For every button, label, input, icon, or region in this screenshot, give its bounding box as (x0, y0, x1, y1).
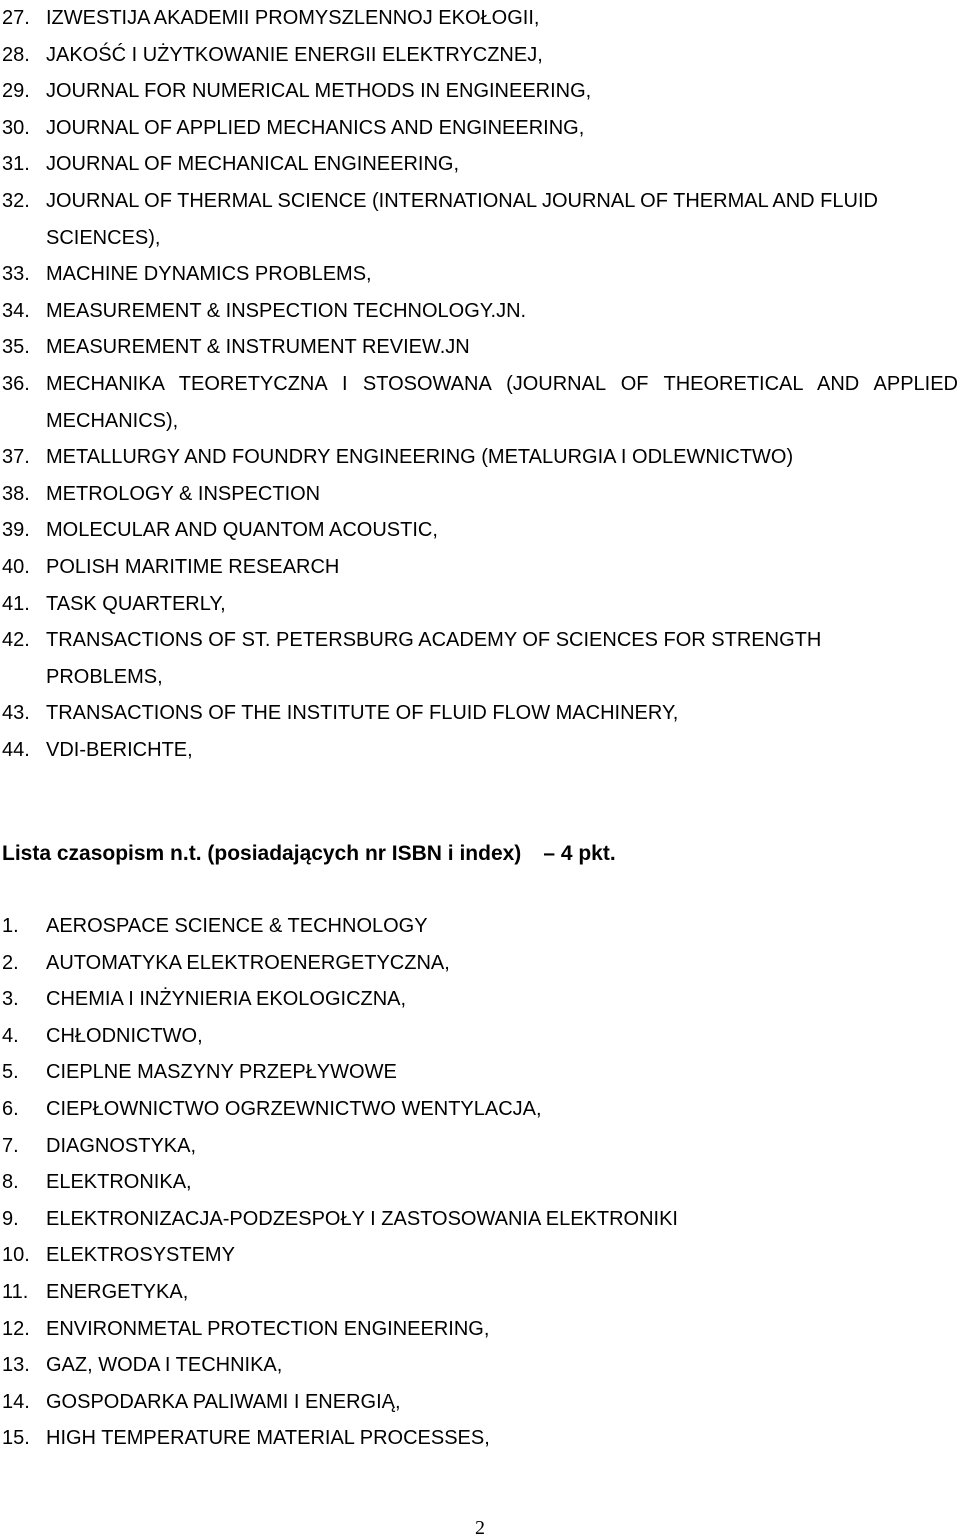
list-item (2, 1237, 958, 1274)
journal-list-continued (2, 0, 958, 768)
item-number: 42. (2, 629, 30, 652)
item-text: ENVIRONMETAL PROTECTION ENGINEERING, (46, 1317, 490, 1340)
item-text: CHEMIA I INŻYNIERIA EKOLOGICZNA, (46, 988, 407, 1011)
list-item (2, 1128, 958, 1165)
list-item (2, 586, 958, 623)
item-number: 32. (2, 189, 30, 212)
section-title: Lista czasopism n.t. (posiadających nr ISBN i index) (2, 842, 522, 865)
item-text: MACHINE DYNAMICS PROBLEMS, (46, 263, 372, 286)
item-text: AEROSPACE SCIENCE & TECHNOLOGY (46, 915, 428, 937)
item-text: IZWESTIJA AKADEMII PROMYSZLENNOJ EKOŁOGII, (46, 7, 540, 29)
list-item (2, 256, 958, 293)
item-number: 28. (2, 43, 30, 66)
list-item (2, 1091, 958, 1128)
item-text: GAZ, WODA I TECHNIKA, (46, 1354, 283, 1377)
list-item (2, 1018, 958, 1055)
item-number: 36. (2, 372, 30, 395)
list-item (2, 1054, 958, 1091)
section-heading (2, 836, 616, 872)
list-item (2, 37, 958, 74)
list-item (2, 512, 958, 549)
item-number: 31. (2, 153, 30, 176)
item-text: CHŁODNICTWO, (46, 1024, 203, 1047)
item-number: 30. (2, 116, 30, 139)
item-text: MEASUREMENT & INSPECTION TECHNOLOGY.JN. (46, 299, 527, 322)
item-number: 33. (2, 263, 30, 286)
item-number: 27. (2, 7, 30, 29)
item-number: 13. (2, 1354, 30, 1377)
item-number: 7. (2, 1134, 19, 1157)
item-number: 29. (2, 80, 30, 103)
list-item (2, 981, 958, 1018)
item-text: CIEPLNE MASZYNY PRZEPŁYWOWE (46, 1061, 397, 1084)
item-text: JAKOŚĆ I UŻYTKOWANIE ENERGII ELEKTRYCZNEJ, (46, 43, 543, 66)
item-text: POLISH MARITIME RESEARCH (46, 555, 340, 578)
list-item (2, 1164, 958, 1201)
item-text: TASK QUARTERLY, (46, 592, 226, 615)
item-text: DIAGNOSTYKA, (46, 1134, 197, 1157)
section-points: – 4 pkt. (543, 842, 616, 865)
page-number: 2 (475, 1517, 485, 1539)
list-item (2, 1201, 958, 1238)
list-item (2, 439, 958, 476)
item-text: MECHANIKA TEORETYCZNA I STOSOWANA (JOURNAL OF THEORETICAL AND APPLIED MECHANICS), (46, 372, 958, 432)
list-item (2, 329, 958, 366)
list-item (2, 549, 958, 586)
item-text: HIGH TEMPERATURE MATERIAL PROCESSES, (46, 1427, 490, 1450)
item-number: 38. (2, 482, 30, 505)
list-item (2, 1274, 958, 1311)
journal-list-4pkt (2, 908, 958, 1457)
item-number: 1. (2, 915, 19, 937)
item-number: 14. (2, 1390, 30, 1413)
item-number: 35. (2, 336, 30, 359)
item-number: 3. (2, 988, 19, 1011)
item-number: 8. (2, 1171, 19, 1194)
item-text: ELEKTRONIKA, (46, 1171, 192, 1194)
list-item (2, 366, 958, 439)
item-number: 44. (2, 738, 30, 761)
item-text: JOURNAL OF APPLIED MECHANICS AND ENGINEERING, (46, 116, 585, 139)
item-number: 34. (2, 299, 30, 322)
item-number: 40. (2, 555, 30, 578)
list-item (2, 0, 958, 37)
item-text: TRANSACTIONS OF ST. PETERSBURG ACADEMY OF SCIENCES FOR STRENGTH PROBLEMS, (46, 629, 822, 688)
item-text: JOURNAL FOR NUMERICAL METHODS IN ENGINEERING, (46, 80, 592, 103)
item-number: 9. (2, 1207, 19, 1230)
item-text: CIEPŁOWNICTWO OGRZEWNICTWO WENTYLACJA, (46, 1097, 542, 1120)
item-text: METALLURGY AND FOUNDRY ENGINEERING (METALURGIA I ODLEWNICTWO) (46, 446, 794, 469)
item-number: 39. (2, 519, 30, 542)
list-item (2, 146, 958, 183)
item-text: ELEKTRONIZACJA-PODZESPOŁY I ZASTOSOWANIA ELEKTRONIKI (46, 1207, 678, 1230)
list-item (2, 732, 958, 769)
item-number: 5. (2, 1061, 19, 1084)
item-text: MOLECULAR AND QUANTOM ACOUSTIC, (46, 519, 438, 542)
item-number: 41. (2, 592, 30, 615)
list-item (2, 183, 958, 256)
item-text: JOURNAL OF MECHANICAL ENGINEERING, (46, 153, 460, 176)
item-number: 15. (2, 1427, 30, 1450)
list-item (2, 1384, 958, 1421)
item-text: METROLOGY & INSPECTION (46, 482, 321, 505)
item-text: VDI-BERICHTE, (46, 738, 193, 761)
item-number: 4. (2, 1024, 19, 1047)
item-text: ENERGETYKA, (46, 1280, 189, 1303)
list-item (2, 293, 958, 330)
item-text: AUTOMATYKA ELEKTROENERGETYCZNA, (46, 951, 450, 974)
list-item (2, 1311, 958, 1348)
item-number: 43. (2, 702, 30, 725)
list-item (2, 908, 958, 945)
item-text: JOURNAL OF THERMAL SCIENCE (INTERNATIONAL JOURNAL OF THERMAL AND FLUID SCIENCES), (46, 189, 878, 249)
list-item (2, 110, 958, 147)
list-item (2, 476, 958, 513)
item-text: ELEKTROSYSTEMY (46, 1244, 235, 1267)
list-item (2, 1347, 958, 1384)
list-item (2, 622, 958, 695)
list-item (2, 695, 958, 732)
item-number: 12. (2, 1317, 30, 1340)
item-number: 2. (2, 951, 19, 974)
item-number: 11. (2, 1280, 29, 1303)
list-item (2, 1420, 958, 1457)
item-number: 10. (2, 1244, 30, 1267)
item-text: MEASUREMENT & INSTRUMENT REVIEW.JN (46, 336, 470, 359)
item-number: 6. (2, 1097, 19, 1120)
item-number: 37. (2, 446, 30, 469)
item-text: TRANSACTIONS OF THE INSTITUTE OF FLUID FLOW MACHINERY, (46, 702, 679, 725)
item-text: GOSPODARKA PALIWAMI I ENERGIĄ, (46, 1390, 401, 1413)
list-item (2, 73, 958, 110)
list-item (2, 945, 958, 982)
